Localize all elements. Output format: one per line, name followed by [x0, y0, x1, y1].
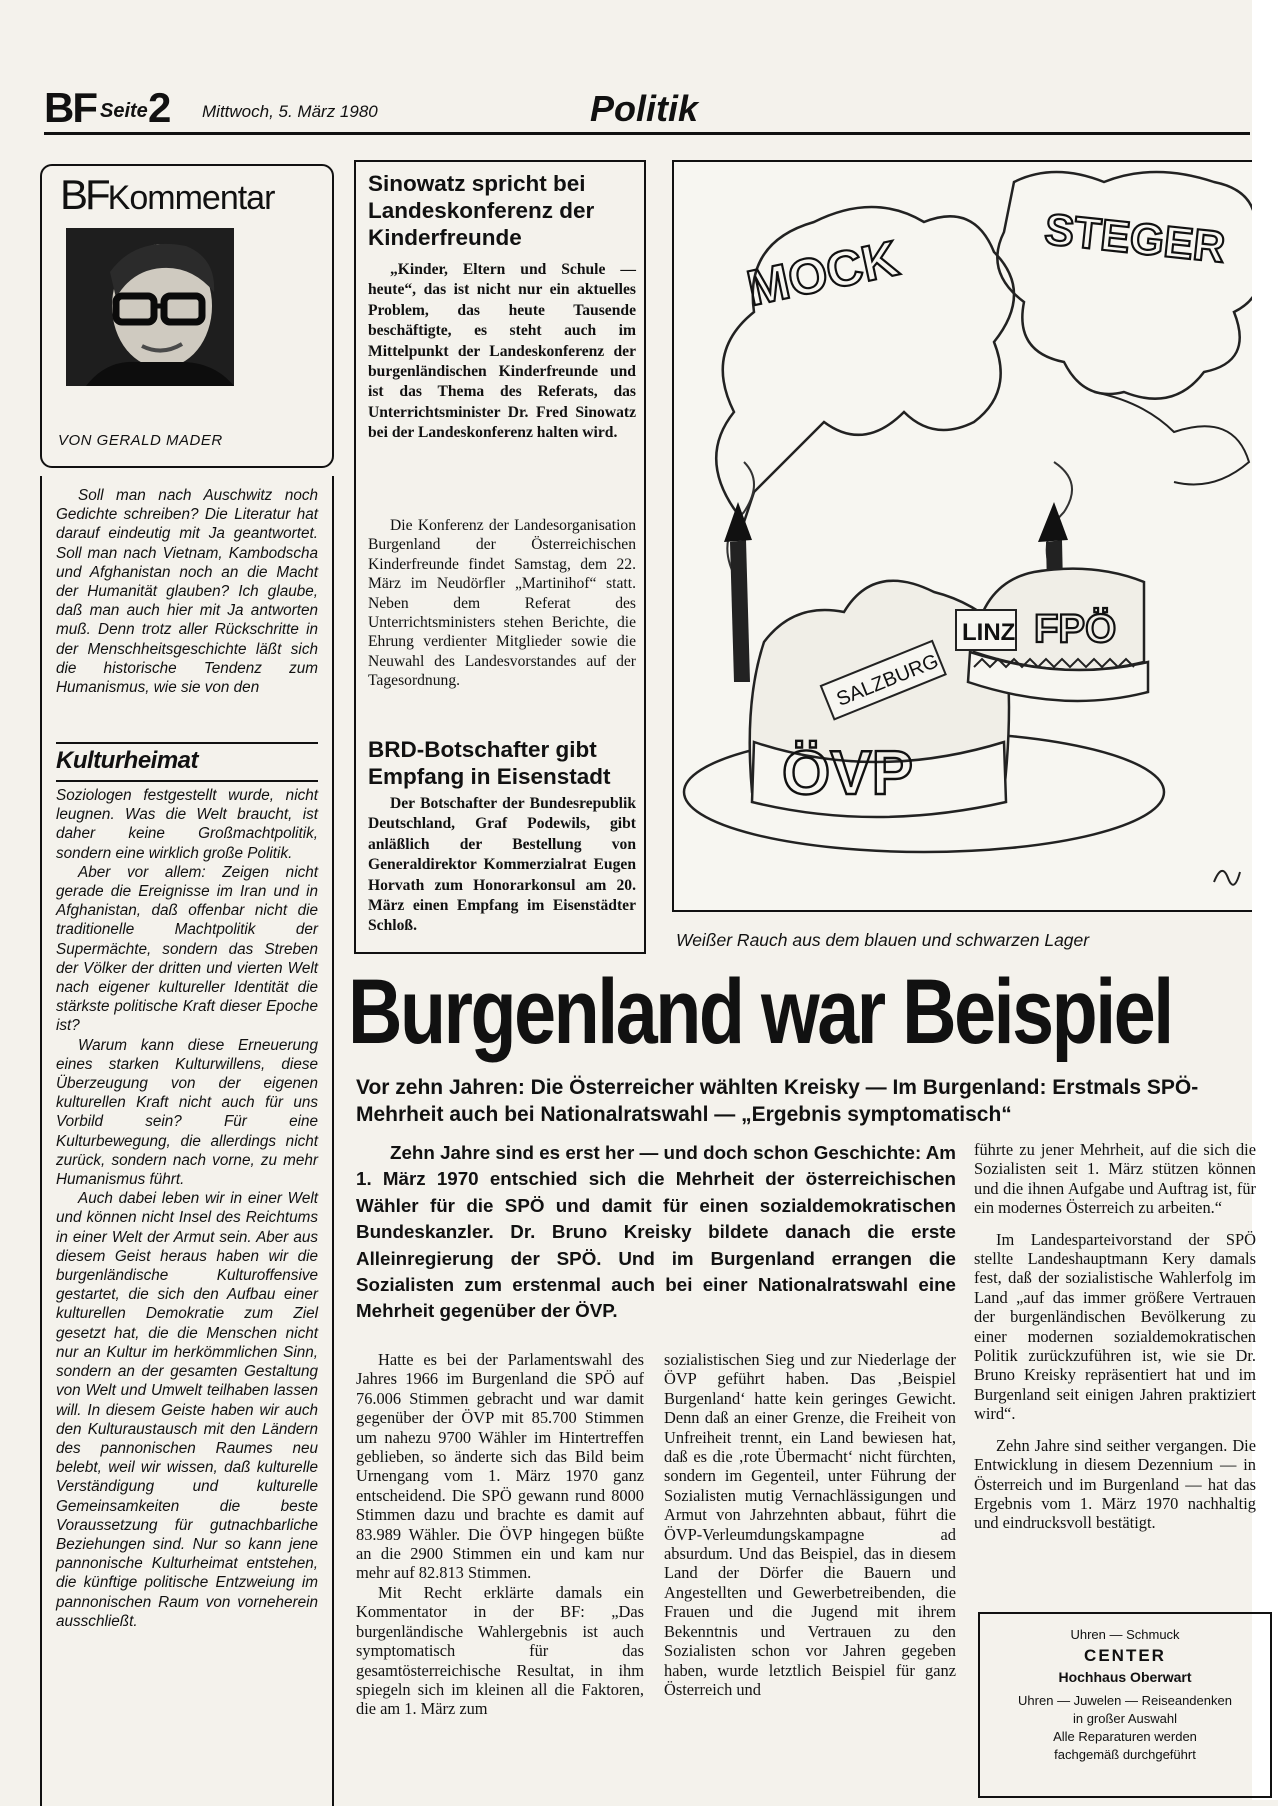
- cartoon-drawing: [674, 162, 1252, 912]
- article-column-1: [356, 1350, 644, 1719]
- ad-line: fachgemäß durchgeführt: [1054, 1747, 1196, 1762]
- subheading-rule: [56, 780, 318, 782]
- ad-line: Uhren — Schmuck: [1070, 1627, 1180, 1642]
- sinowatz-headline: Sinowatz spricht bei Landeskonferenz der Kinderfreunde: [368, 171, 595, 250]
- article-column-2: [664, 1350, 956, 1699]
- cartoon-label-salzburg: SALZBURG: [833, 650, 942, 711]
- kommentar-title-bf: BF: [60, 171, 108, 218]
- artist-signature: [1214, 871, 1240, 885]
- ad-line: in großer Auswahl: [1072, 1711, 1178, 1726]
- kommentar-header-box: [40, 164, 334, 468]
- section-title: Politik: [590, 88, 699, 129]
- kommentar-paragraph: Warum kann diese Erneuerung eines starken Kulturwillens, diese Überzeugung von der eigenen kulturellen Kraft nicht auch für uns Vorbild sein? Für eine Kulturbewegung, die allerdings nicht zurück, sondern nach vorne, zu mehr Humanismus führt.: [56, 1036, 318, 1189]
- linz-tag: [956, 610, 1016, 650]
- cartoon-label-linz: LINZ: [962, 619, 1016, 646]
- ad-line: Alle Reparaturen werden: [1053, 1729, 1197, 1744]
- kommentar-title-word: Kommentar: [107, 179, 275, 217]
- kommentar-paragraph: Soziologen festgestellt wurde, nicht leugnen. Was die Welt braucht, ist daher keine Großmachtpolitik, sondern eine wirklich große Politik.: [56, 787, 318, 862]
- article-column-3: [974, 1140, 1278, 1533]
- article-paragraph: Mit Recht erklärte damals ein Kommentator in der BF: „Das burgenländische Wahlergebnis ist auch symptomatisch für das gesamtösterreichische Resultat, in ihm spiegeln sich im kleinen all die Faktoren, die am 1. März zum: [356, 1582, 644, 1719]
- article-paragraph: Im Landesparteivorstand der SPÖ stellte Landeshauptmann Kery damals fest, daß der sozialistische Wahlerfolg im Land „auf das immer größere Vertrauen der burgenländischen Bevölkerung zu einer modernen sozialdemokratischen Politik zurückzuführen ist, wie sie Dr. Bruno Kreisky repräsentiert hat und im Burgenland seit einigen Jahren praktiziert wird“.: [974, 1229, 1256, 1424]
- kommentar-continued: [56, 786, 318, 1631]
- political-cartoon: [672, 160, 1252, 912]
- cartoon-label-steger: STEGER: [1042, 204, 1228, 273]
- kommentar-paragraph: Aber vor allem: Zeigen nicht gerade die Ereignisse im Iran und in Afghanistan, daß offenbar nicht die traditionelle Machtpolitik der Supermächte, sondern das Streben der Völker der dritten und vierten Welt nach eigener kultureller Identität die stärkste politische Kraft dieser Epoche ist?: [56, 863, 318, 1035]
- candle-right-flame: [1038, 502, 1068, 542]
- page-number: 2: [148, 84, 172, 131]
- article-paragraph: Hatte es bei der Parlamentswahl des Jahres 1966 im Burgenland die SPÖ auf 76.006 Stimmen gebracht und war damit gegenüber der ÖVP mit 85.700 Stimmen um nahezu 9700 Wähler im Hintertreffen geblieben, so änderte sich das Bild beim Urnengang vom 1. März 1970 ganz entscheidend. Die SPÖ gewann rund 8000 Stimmen dazu und brachte es damit auf 83.989 Wähler. Die ÖVP hingegen büßte an die 2900 Stimmen ein und kam nur mehr auf 82.813 Stimmen.: [356, 1350, 644, 1583]
- issue-date: Mittwoch, 5. März 1980: [202, 102, 378, 121]
- author-photo: [66, 228, 234, 386]
- ad-brand: CENTER: [1084, 1646, 1166, 1665]
- sinowatz-lead: „Kinder, Eltern und Schule — heute“, das ist nicht nur ein aktuelles Problem, das heute Tausende beschäftigte, es steht auch im Mittelpunkt der Landeskonferenz der burgenländischen Kinderfreunde und ist das Thema des Referats, das Unterrichtsminister Dr. Fred Sinowatz bei der Landeskonferenz halten wird.: [368, 261, 636, 442]
- ad-line: Hochhaus Oberwart: [1058, 1669, 1192, 1685]
- brd-body: Der Botschafter der Bundesrepublik Deutschland, Graf Podewils, gibt anläßlich der Bestellung von Generaldirektor Kommerzialrat Eugen Horvath zum Honorarkonsul am 20. März einen Empfang im Eisenstädter Schloß.: [368, 795, 636, 935]
- ad-line: Uhren — Juwelen — Reiseandenken: [1018, 1693, 1232, 1708]
- kommentar-title: [60, 170, 274, 223]
- article-paragraph: sozialistischen Sieg und zur Niederlage der ÖVP geführt haben. Das ‚Beispiel Burgenland‘ hatte kein geringes Gewicht. Denn daß an einer Grenze, die Freiheit von Unfreiheit trennt, ein Land bewiesen hat, daß es die ‚rote Übermacht‘ nicht fürchten, sondern im Gegenteil, unter Führung der Sozialisten mutig Vernachlässigungen und Armut von Jahrzehnten abbaut, führt die ÖVP-Verleumdungskampagne ad absurdum. Und das Beispiel, das in diesem Land der Dörfer die Bauern und Angestellten und Gewerbetreibenden, die Frauen und die Jugend mit ihrem Bekenntnis und Vertrauen zu den Sozialisten schon vor Jahren gegeben haben, wurde letztlich Beispiel für ganz Österreich und: [664, 1350, 956, 1699]
- masthead-rule: [44, 132, 1250, 135]
- masthead-logo: BF: [44, 84, 96, 131]
- kommentar-byline: VON GERALD MADER: [58, 432, 223, 449]
- smoke-cloud-right: [997, 172, 1252, 399]
- kommentar-paragraph: Soll man nach Auschwitz noch Gedichte schreiben? Die Literatur hat darauf eindeutig mit Ja geantwortet. Soll man nach Vietnam, Kambodscha und Afghanistan noch an die Macht der Humanität glauben? Ich glaube, daß man auch hier mit Ja antworten muß. Denn trotz aller Rückschritte in der Menschheitsgeschichte läßt sich die historische Tendenz zum Humanismus, wie sie von den: [56, 487, 318, 697]
- cartoon-label-oevp: ÖVP: [782, 739, 913, 808]
- kommentar-column: [40, 476, 334, 1806]
- kommentar-paragraph: Auch dabei leben wir in einer Welt und können nicht Insel des Reichtums in einer Welt der Armut sein. Aber aus diesem Geist heraus haben wir die burgenländische Kulturoffensive gestartet, die sich den Aufbau einer kulturellen Demokratie zum Ziel gesetzt hat, die die Menschen nicht nur an Kultur im herkömmlichen Sinn, sondern an der gesamten Gestaltung von Welt und Umwelt teilhaben lassen will. In diesem Geiste haben wir auch den Kulturaustausch mit den Ländern des pannonischen Raumes neu belebt, weil wir wissen, daß kulturelle Verständigung und kulturelle Gemeinsamkeiten die beste Voraussetzung für gutnachbarliche Beziehungen sind. Nur so kann jene pannonische Kulturheimat entstehen, die künftige politische Entzweiung im pannonischen Raum von vorneherein ausschließt.: [56, 1190, 318, 1630]
- article-paragraph: führte zu jener Mehrheit, auf die sich die Sozialisten seit 1. März stützen können und die ihnen Aufgabe und Auftrag ist, für ein modernes Österreich zu arbeiten.“: [974, 1140, 1256, 1218]
- news-briefs-box: [354, 160, 646, 954]
- main-lead: Zehn Jahre sind es erst her — und doch schon Geschichte: Am 1. März 1970 entschied sich die Mehrheit der österreichischen Wähler für die SPÖ und damit für einen sozialdemokratischen Bundeskanzler. Dr. Bruno Kreisky bildete danach die erste Alleinregierung der SPÖ. Und im Burgenland errangen die Sozialisten zum erstenmal auch bei einer Nationalratswahl eine Mehrheit gegenüber der ÖVP.: [356, 1142, 956, 1322]
- author-portrait-image: [66, 228, 234, 386]
- candle-left: [730, 540, 750, 682]
- main-headline: Burgenland war Beispiel: [348, 961, 1172, 1063]
- cartoon-caption: Weißer Rauch aus dem blauen und schwarzen Lager: [676, 930, 1090, 950]
- masthead: [44, 86, 1250, 136]
- cartoon-label-fpoe: FPÖ: [1034, 607, 1117, 651]
- kommentar-subheading: Kulturheimat: [56, 747, 199, 774]
- main-subhead: Vor zehn Jahren: Die Österreicher wählten Kreisky — Im Burgenland: Erstmals SPÖ-Mehrheit auch bei Nationalratswahl — „Ergebnis symptomatisch“: [356, 1076, 1199, 1126]
- brd-headline: BRD-Botschafter gibt Empfang in Eisenstadt: [368, 737, 611, 789]
- subheading-rule: [56, 742, 318, 744]
- advertisement: [978, 1612, 1272, 1798]
- cartoon-label-mock: MOCK: [742, 229, 904, 317]
- article-paragraph: Zehn Jahre sind seither vergangen. Die Entwicklung in diesem Dezennium — in Österreich und im Burgenland — hat das Ergebnis vom 1. März 1970 nachhaltig und eindrucksvoll bestätigt.: [974, 1435, 1256, 1533]
- smoke-swirl: [1094, 392, 1249, 485]
- sinowatz-body: Die Konferenz der Landesorganisation Burgenland der Österreichischen Kinderfreunde findet Samstag, dem 22. März im Neudörfler „Martinihof“ statt. Neben dem Referat des Unterrichtsministers stehen Berichte, die Ehrung verdienter Mitglieder sowie die Neuwahl des Landesvorstandes auf der Tagesordnung.: [368, 517, 636, 690]
- masthead-seite-label: Seite: [100, 100, 148, 122]
